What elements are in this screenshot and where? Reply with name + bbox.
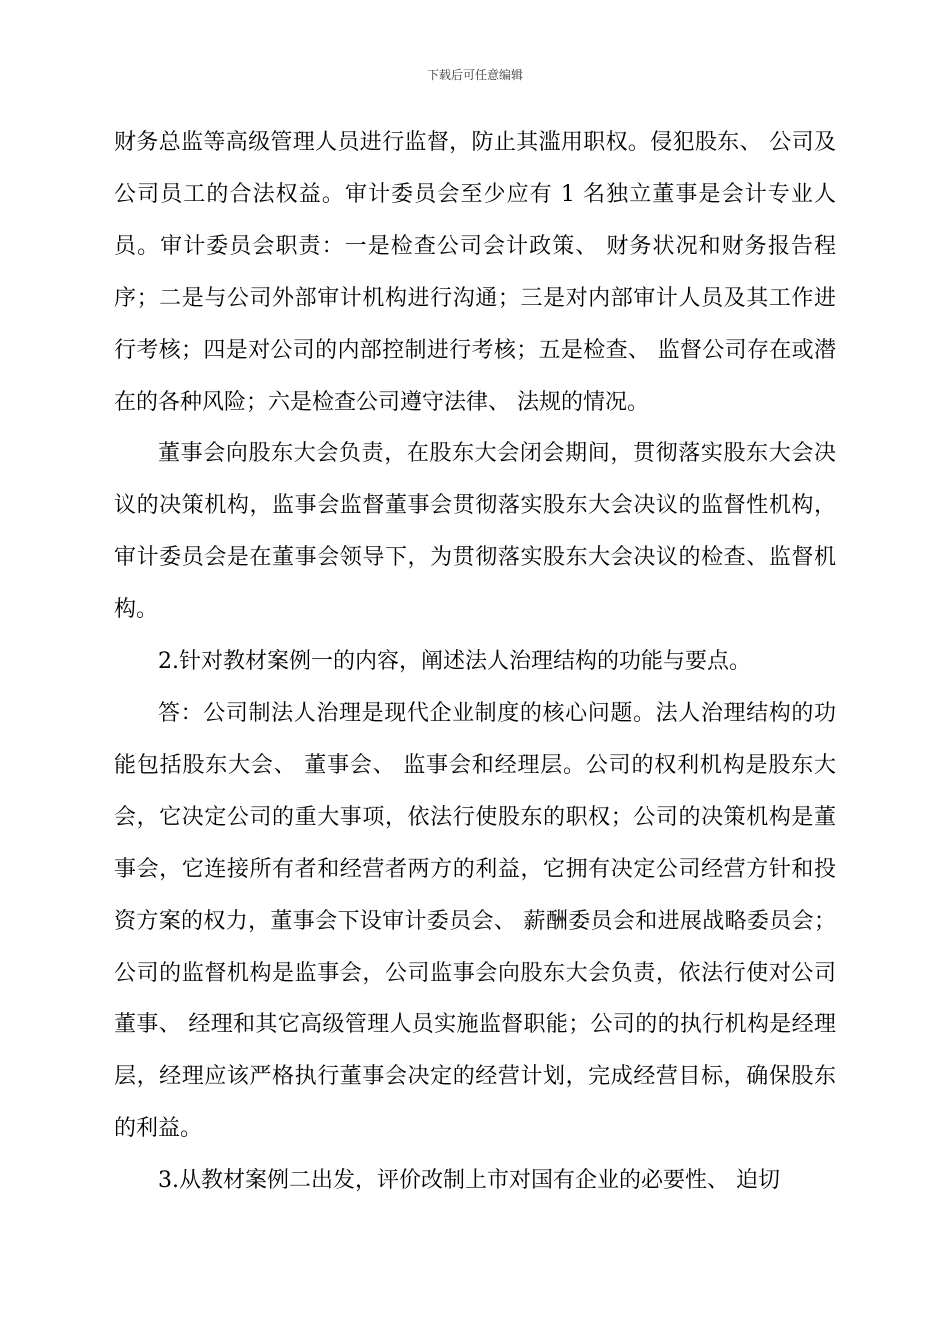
page-header: 下载后可任意编辑 [426,68,523,82]
document-body [114,117,836,1207]
answer-2: 答：公司制法人治理是现代企业制度的核心问题。法人治理结构的功能包括股东大会、 董事会、 监事会和经理层。公司的权利机构是股东大会，它决定公司的重大事项，依法行使股东的职权；公司的决策机构是董事会，它连接所有者和经营者两方的利益，它拥有决定公司经营方针和投资方案的权力，董事会下设审计委员会、 薪酬委员会和进展战略委员会；公司的监督机构是监事会，公司监事会向股东大会负责，依法行使对公司董事、 经理和其它高级管理人员实施监督职能；公司的的执行机构是经理层，经理应该严格执行董事会决定的经营计划，完成经营目标，确保股东的利益。 [114,700,836,1142]
question-3: 3.从教材案例二出发，评价改制上市对国有企业的必要性、 迫切 [158,1168,780,1194]
paragraph-board-duties: 董事会向股东大会负责，在股东大会闭会期间，贯彻落实股东大会决议的决策机构，监事会监督董事会贯彻落实股东大会决议的监督性机构，审计委员会是在董事会领导下，为贯彻落实股东大会决议的检查、监督机构。 [114,441,836,623]
question-2: 2.针对教材案例一的内容，阐述法人治理结构的功能与要点。 [158,649,751,675]
paragraph-continuation: 财务总监等高级管理人员进行监督，防止其滥用职权。侵犯股东、 公司及公司员工的合法权益。审计委员会至少应有 1 名独立董事是会计专业人员。审计委员会职责：一是检查公司会计政策、 财务状况和财务报告程序；二是与公司外部审计机构进行沟通；三是对内部审计人员及其工作进行考核；四是对公司的内部控制进行考核；五是检查、 监督公司存在或潜在的各种风险；六是检查公司遵守法律、 法规的情况。 [114,130,836,415]
